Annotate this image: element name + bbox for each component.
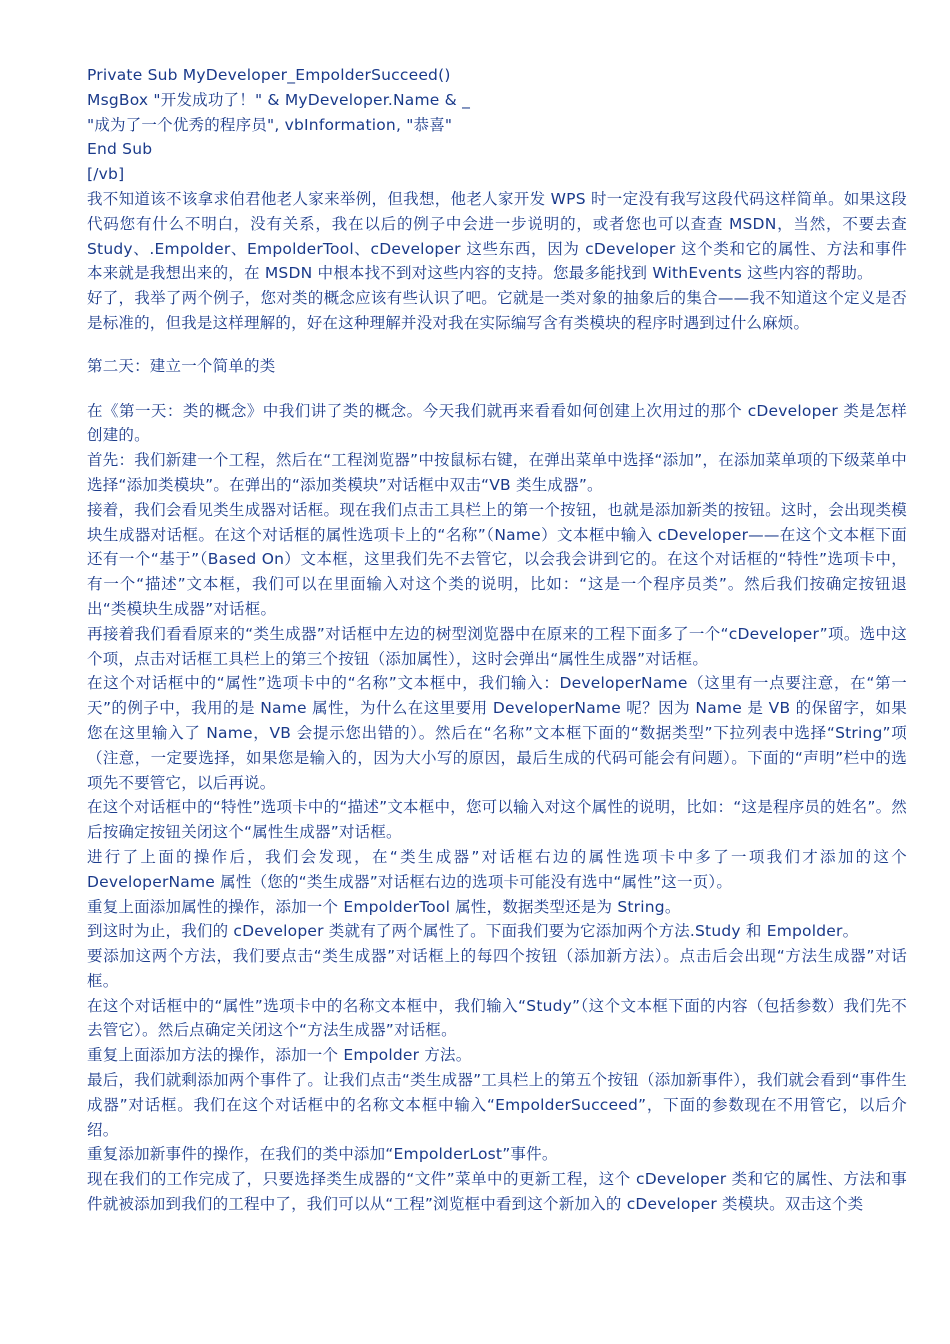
- paragraph: 最后，我们就剩添加两个事件了。让我们点击“类生成器”工具栏上的第五个按钮（添加新事件），我们就会看到“事件生成器”对话框。我们在这个对话框中的名称文本框中输入“EmpolderSucceed”，下面的参数现在不用管它，以后介绍。: [87, 1071, 907, 1139]
- paragraph: 再接着我们看看原来的“类生成器”对话框中左边的树型浏览器中在原来的工程下面多了一个“cDeveloper”项。选中这个项，点击对话框工具栏上的第三个按钮（添加属性），这时会弹出“属性生成器”对话框。: [87, 624, 907, 668]
- paragraph: 进行了上面的操作后，我们会发现，在“类生成器”对话框右边的属性选项卡中多了一项我们才添加的这个 DeveloperName 属性（您的“类生成器”对话框右边的选项卡可能没有选中“属性”这一页）。: [87, 847, 907, 891]
- paragraph: 要添加这两个方法，我们要点击“类生成器”对话框上的每四个按钮（添加新方法）。点击后会出现“方法生成器”对话框。: [87, 947, 907, 990]
- paragraph: 在这个对话框中的“属性”选项卡中的“名称”文本框中，我们输入：DeveloperName（这里有一点要注意，在“第一天”的例子中，我用的是 Name 属性，为什么在这里要用 DeveloperName 呢？因为 Name 是 VB 的保留字，如果您在这里输入了 Name，VB 会提示您出错的）。然后在“名称”文本框下面的“数据类型”下拉列表中选择“String”项（注意，一定要选择，如果您是输入的，因为大小写的原因，最后生成的代码可能会有问题）。下面的“声明”栏中的选项先不要管它，以后再说。: [87, 674, 907, 792]
- document-page: [87, 63, 907, 1217]
- body-section: [87, 399, 907, 1217]
- code-line: Private Sub MyDeveloper_EmpolderSucceed(): [87, 66, 451, 84]
- paragraph: 到这时为止，我们的 cDeveloper 类就有了两个属性了。下面我们要为它添加两个方法.Study 和 Empolder。: [87, 922, 859, 941]
- code-line: "成为了一个优秀的程序员", vbInformation, "恭喜": [87, 115, 453, 134]
- paragraph: 首先：我们新建一个工程，然后在“工程浏览器”中按鼠标右键，在弹出菜单中选择“添加”，在添加菜单项的下级菜单中选择“添加类模块”。在弹出的“添加类模块”对话框中双击“VB 类生成器”。: [87, 451, 907, 494]
- paragraph: 在这个对话框中的“特性”选项卡中的“描述”文本框中，您可以输入对这个属性的说明，比如：“这是程序员的姓名”。然后按确定按钮关闭这个“属性生成器”对话框。: [87, 798, 907, 842]
- paragraph: 重复上面添加属性的操作，添加一个 EmpolderTool 属性，数据类型还是为 String。: [87, 897, 681, 916]
- paragraph: 好了，我举了两个例子，您对类的概念应该有些认识了吧。它就是一类对象的抽象后的集合——我不知道这个定义是否是标准的，但我是这样理解的，好在这种理解并没对我在实际编写含有类模块的程序时遇到过什么麻烦。: [87, 289, 907, 332]
- paragraph: 我不知道该不该拿求伯君他老人家来举例，但我想，他老人家开发 WPS 时一定没有我写这段代码这样简单。如果这段代码您有什么不明白，没有关系，我在以后的例子中会进一步说明的，或者您也可以查查 MSDN，当然，不要去查 Study、.Empolder、EmpolderTool、cDeveloper 这些东西，因为 cDeveloper 这个类和它的属性、方法和事件本来就是我想出来的，在 MSDN 中根本找不到对这些内容的支持。您最多能找到 WithEvents 这些内容的帮助。: [87, 189, 907, 283]
- paragraph: 在《第一天：类的概念》中我们讲了类的概念。今天我们就再来看看如何创建上次用过的那个 cDeveloper 类是怎样创建的。: [87, 401, 907, 445]
- paragraph: 重复上面添加方法的操作，添加一个 Empolder 方法。: [87, 1046, 472, 1065]
- code-line: MsgBox "开发成功了！" & MyDeveloper.Name & _: [87, 90, 471, 109]
- code-line: End Sub: [87, 140, 153, 159]
- section-heading: 第二天：建立一个简单的类: [87, 356, 276, 375]
- paragraph: 接着，我们会看见类生成器对话框。现在我们点击工具栏上的第一个按钮，也就是添加新类的按钮。这时，会出现类模块生成器对话框。在这个对话框的属性选项卡上的“名称”（Name）文本框中输入 cDeveloper——在这个文本框下面还有一个“基于”（Based On）文本框，这里我们先不去管它，以会我会讲到它的。在这个对话框的“特性”选项卡中，有一个“描述”文本框，我们可以在里面输入对这个类的说明，比如：“这是一个程序员类”。然后我们按确定按钮退出“类模块生成器”对话框。: [87, 500, 907, 618]
- paragraph: 重复添加新事件的操作，在我们的类中添加“EmpolderLost”事件。: [87, 1145, 558, 1164]
- code-block: [87, 63, 907, 187]
- paragraph: 在这个对话框中的“属性”选项卡中的名称文本框中，我们输入“Study”（这个文本框下面的内容（包括参数）我们先不去管它）。然后点确定关闭这个“方法生成器”对话框。: [87, 996, 907, 1040]
- code-line: [/vb]: [87, 165, 125, 184]
- intro-section: [87, 187, 907, 336]
- paragraph: 现在我们的工作完成了，只要选择类生成器的“文件”菜单中的更新工程，这个 cDeveloper 类和它的属性、方法和事件就被添加到我们的工程中了，我们可以从“工程”浏览框中看到这个新加入的 cDeveloper 类模块。双击这个类: [87, 1170, 907, 1214]
